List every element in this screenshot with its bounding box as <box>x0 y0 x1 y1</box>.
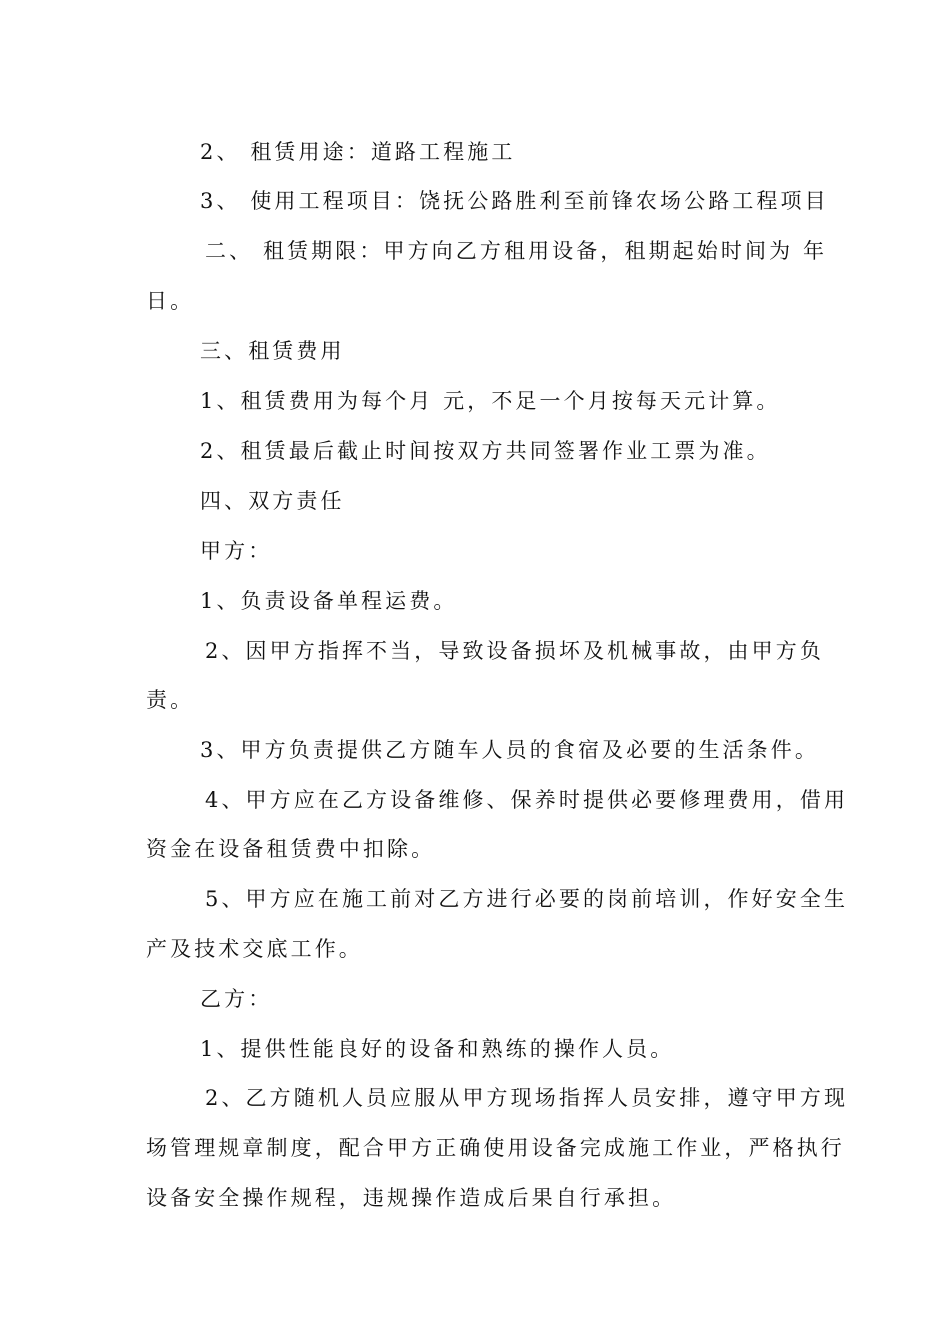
section-responsibilities-heading: 四、双方责任 <box>200 489 345 513</box>
party-b-item-2-cont-1: 场管理规章制度，配合甲方正确使用设备完成施工作业，严格执行 <box>146 1136 845 1160</box>
party-a-item-2: 2、因甲方指挥不当，导致设备损坏及机械事故，由甲方负 <box>205 639 824 663</box>
party-b-item-2: 2、乙方随机人员应服从甲方现场指挥人员安排，遵守甲方现 <box>205 1086 849 1110</box>
party-b-item-1: 1、提供性能良好的设备和熟练的操作人员。 <box>200 1037 675 1061</box>
party-a-item-5-cont: 产及技术交底工作。 <box>146 937 363 961</box>
party-a-heading: 甲方： <box>200 539 273 563</box>
section-lease-term: 二、 租赁期限：甲方向乙方租用设备，租期起始时间为 年 <box>205 239 828 263</box>
item-end-time: 2、租赁最后截止时间按双方共同签署作业工票为准。 <box>200 439 771 463</box>
party-b-item-2-cont-2: 设备安全操作规程，违规操作造成后果自行承担。 <box>146 1186 677 1210</box>
party-a-item-4: 4、甲方应在乙方设备维修、保养时提供必要修理费用，借用 <box>205 788 849 812</box>
party-a-item-4-cont: 资金在设备租赁费中扣除。 <box>146 837 436 861</box>
item-project: 3、 使用工程项目：饶抚公路胜利至前锋农场公路工程项目 <box>200 189 829 213</box>
party-a-item-2-cont: 责。 <box>146 688 195 712</box>
party-a-item-3: 3、甲方负责提供乙方随车人员的食宿及必要的生活条件。 <box>200 738 819 762</box>
section-lease-term-cont: 日。 <box>146 289 195 313</box>
party-b-heading: 乙方： <box>200 987 273 1011</box>
party-a-item-5: 5、甲方应在施工前对乙方进行必要的岗前培训，作好安全生 <box>205 887 849 911</box>
item-lease-purpose: 2、 租赁用途：道路工程施工 <box>200 140 516 164</box>
party-a-item-1: 1、负责设备单程运费。 <box>200 589 458 613</box>
section-lease-fee-heading: 三、租赁费用 <box>200 339 345 363</box>
item-monthly-fee: 1、租赁费用为每个月 元，不足一个月按每天元计算。 <box>200 389 781 413</box>
